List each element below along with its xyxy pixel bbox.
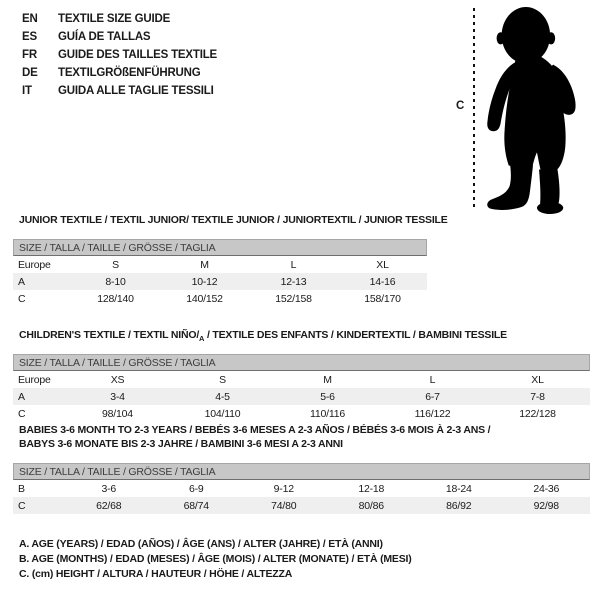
childrens-textile-section [13, 328, 590, 422]
junior-table-title: JUNIOR TEXTILE / TEXTIL JUNIOR/ TEXTILE JUNIOR / JUNIORTEXTIL / JUNIOR TESSILE [19, 214, 448, 226]
row-label: C [18, 292, 26, 305]
size-cell: M [323, 373, 332, 386]
height-cell: 104/110 [204, 407, 241, 420]
age-cell: 24-36 [533, 482, 560, 495]
babies-table-title [13, 424, 590, 463]
height-cell: 62/68 [96, 499, 122, 512]
title-line-1: BABIES 3-6 MONTH TO 2-3 YEARS / BEBÉS 3-6 MESES A 2-3 AÑOS / BÉBÉS 3-6 MOIS À 2-3 ANS / [19, 424, 491, 436]
babies-textile-section [13, 424, 590, 514]
table-row-height [13, 497, 590, 514]
row-label: C [18, 407, 26, 420]
height-cell: 92/98 [533, 499, 559, 512]
toddler-silhouette-icon [482, 2, 596, 216]
age-cell: 6-9 [188, 482, 204, 495]
table-row-europe [13, 371, 590, 388]
age-cell: 6-7 [425, 390, 440, 403]
language-code: EN [22, 13, 38, 25]
junior-textile-section [13, 213, 448, 307]
size-cell: M [200, 258, 209, 271]
height-cell: 116/122 [414, 407, 451, 420]
size-cell: S [112, 258, 119, 271]
legend-line-a: A. AGE (YEARS) / EDAD (AÑOS) / ÂGE (ANS) / ALTER (JAHRE) / ETÀ (ANNI) [19, 538, 383, 550]
language-code: ES [22, 31, 37, 43]
title-subscript: A [199, 334, 205, 344]
language-row [22, 82, 217, 100]
language-title: GUIDE DES TAILLES TEXTILE [58, 49, 217, 61]
language-code: DE [22, 67, 38, 79]
row-label: Europe [18, 258, 51, 271]
language-code: FR [22, 49, 37, 61]
height-cell: 86/92 [446, 499, 472, 512]
height-cell: 110/116 [310, 407, 345, 420]
language-row [22, 28, 217, 46]
measurement-legend [19, 537, 412, 583]
height-cell: 128/140 [97, 292, 134, 305]
size-header-bar: SIZE / TALLA / TAILLE / GRÖSSE / TAGLIA [13, 239, 427, 256]
legend-line-c: C. (cm) HEIGHT / ALTURA / HAUTEUR / HÖHE / ALTEZZA [19, 568, 293, 581]
height-cell: 152/158 [275, 292, 312, 305]
title-part: / TEXTILE DES ENFANTS / KINDERTEXTIL / BAMBINI TESSILE [204, 329, 507, 341]
size-header-bar: SIZE / TALLA / TAILLE / GRÖSSE / TAGLIA [13, 354, 590, 371]
childrens-table-title [13, 328, 590, 354]
language-title: TEXTILE SIZE GUIDE [58, 13, 171, 25]
legend-line-b: B. AGE (MONTHS) / EDAD (MESES) / ÂGE (MOIS) / ALTER (MONATE) / ETÀ (MESI) [19, 553, 412, 566]
size-cell: XS [110, 373, 125, 386]
table-row-europe [13, 256, 427, 273]
height-label-c: C [456, 100, 465, 112]
height-cell: 158/170 [364, 292, 401, 305]
size-header-bar: SIZE / TALLA / TAILLE / GRÖSSE / TAGLIA [13, 463, 590, 480]
height-cell: 80/86 [358, 499, 384, 512]
table-row-age [13, 388, 590, 405]
height-cell: 68/74 [183, 499, 209, 512]
age-cell: 18-24 [445, 482, 472, 495]
language-title: TEXTILGRÖßENFÜHRUNG [58, 67, 201, 79]
table-row-age-months [13, 480, 590, 497]
title-part: CHILDREN'S TEXTILE / TEXTIL NIÑO/ [19, 329, 200, 341]
size-cell: S [219, 373, 226, 386]
language-row [22, 46, 217, 64]
row-label: Europe [18, 373, 51, 386]
age-cell: 3-6 [101, 482, 117, 495]
row-label: C [18, 499, 26, 512]
age-cell: 9-12 [273, 482, 294, 495]
size-cell: L [290, 258, 297, 271]
age-cell: 12-13 [280, 275, 307, 288]
height-cell: 74/80 [271, 499, 297, 512]
language-title: GUÍA DE TALLAS [58, 31, 151, 43]
height-cell: 140/152 [186, 292, 223, 305]
age-cell: 14-16 [369, 275, 396, 288]
age-cell: 8-10 [105, 275, 126, 288]
height-figure [440, 0, 600, 220]
language-list [22, 10, 217, 100]
table-row-age [13, 273, 427, 290]
size-cell: L [429, 373, 436, 386]
row-label: A [18, 275, 25, 288]
age-cell: 7-8 [530, 390, 545, 403]
language-code: IT [22, 85, 32, 97]
language-title: GUIDA ALLE TAGLIE TESSILI [58, 85, 214, 97]
title-line-2: BABYS 3-6 MONATE BIS 2-3 JAHRE / BAMBINI 3-6 MESI A 2-3 ANNI [19, 437, 343, 450]
table-row-height [13, 290, 427, 307]
row-label: A [18, 390, 25, 403]
age-cell: 3-4 [110, 390, 125, 403]
age-cell: 5-6 [320, 390, 335, 403]
size-cell: XL [531, 373, 544, 386]
row-label: B [18, 482, 25, 495]
height-cell: 98/104 [102, 407, 133, 420]
age-cell: 4-5 [215, 390, 230, 403]
table-row-height [13, 405, 590, 422]
age-cell: 10-12 [191, 275, 218, 288]
height-cell: 122/128 [519, 407, 556, 420]
language-row [22, 64, 217, 82]
language-row [22, 10, 217, 28]
age-cell: 12-18 [358, 482, 385, 495]
size-cell: XL [376, 258, 389, 271]
height-measure-dashed-line [473, 8, 475, 208]
